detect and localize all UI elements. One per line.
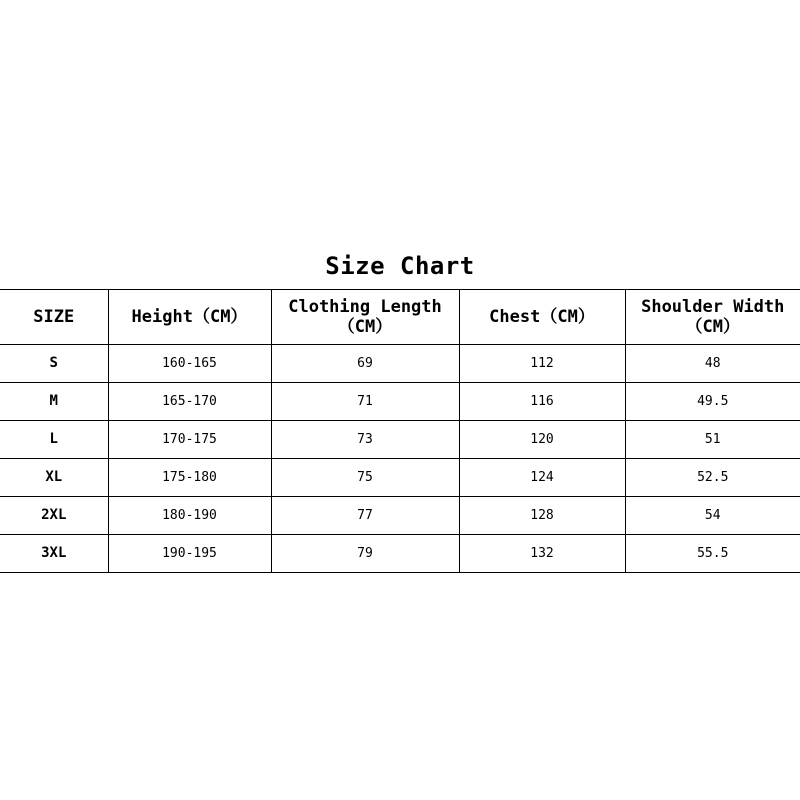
cell-clothing-length: 75 (271, 458, 459, 496)
table-header-row (0, 289, 800, 344)
cell-clothing-length: 77 (271, 496, 459, 534)
cell-size: XL (0, 458, 108, 496)
table-row (0, 534, 800, 572)
table-row (0, 458, 800, 496)
cell-chest: 112 (459, 344, 625, 382)
cell-size: L (0, 420, 108, 458)
table-row (0, 344, 800, 382)
cell-shoulder-width: 49.5 (625, 382, 800, 420)
cell-height: 175-180 (108, 458, 271, 496)
cell-size: 3XL (0, 534, 108, 572)
cell-size: S (0, 344, 108, 382)
cell-height: 165-170 (108, 382, 271, 420)
cell-shoulder-width: 51 (625, 420, 800, 458)
cell-height: 170-175 (108, 420, 271, 458)
cell-shoulder-width: 55.5 (625, 534, 800, 572)
table-row (0, 382, 800, 420)
cell-chest: 116 (459, 382, 625, 420)
column-header-clothing-length: Clothing Length（CM） (271, 289, 459, 344)
cell-shoulder-width: 54 (625, 496, 800, 534)
page-title: Size Chart (325, 252, 475, 280)
column-header-size: SIZE (0, 289, 108, 344)
table-row (0, 496, 800, 534)
cell-clothing-length: 71 (271, 382, 459, 420)
cell-chest: 124 (459, 458, 625, 496)
column-header-shoulder-width: Shoulder Width（CM） (625, 289, 800, 344)
cell-size: M (0, 382, 108, 420)
cell-height: 190-195 (108, 534, 271, 572)
size-chart-block (0, 248, 800, 573)
table-row (0, 420, 800, 458)
cell-chest: 128 (459, 496, 625, 534)
cell-shoulder-width: 52.5 (625, 458, 800, 496)
cell-shoulder-width: 48 (625, 344, 800, 382)
column-header-height: Height（CM） (108, 289, 271, 344)
cell-chest: 132 (459, 534, 625, 572)
cell-clothing-length: 79 (271, 534, 459, 572)
cell-height: 180-190 (108, 496, 271, 534)
cell-height: 160-165 (108, 344, 271, 382)
column-header-chest: Chest（CM） (459, 289, 625, 344)
cell-clothing-length: 73 (271, 420, 459, 458)
cell-size: 2XL (0, 496, 108, 534)
cell-clothing-length: 69 (271, 344, 459, 382)
cell-chest: 120 (459, 420, 625, 458)
size-chart-table (0, 289, 800, 573)
